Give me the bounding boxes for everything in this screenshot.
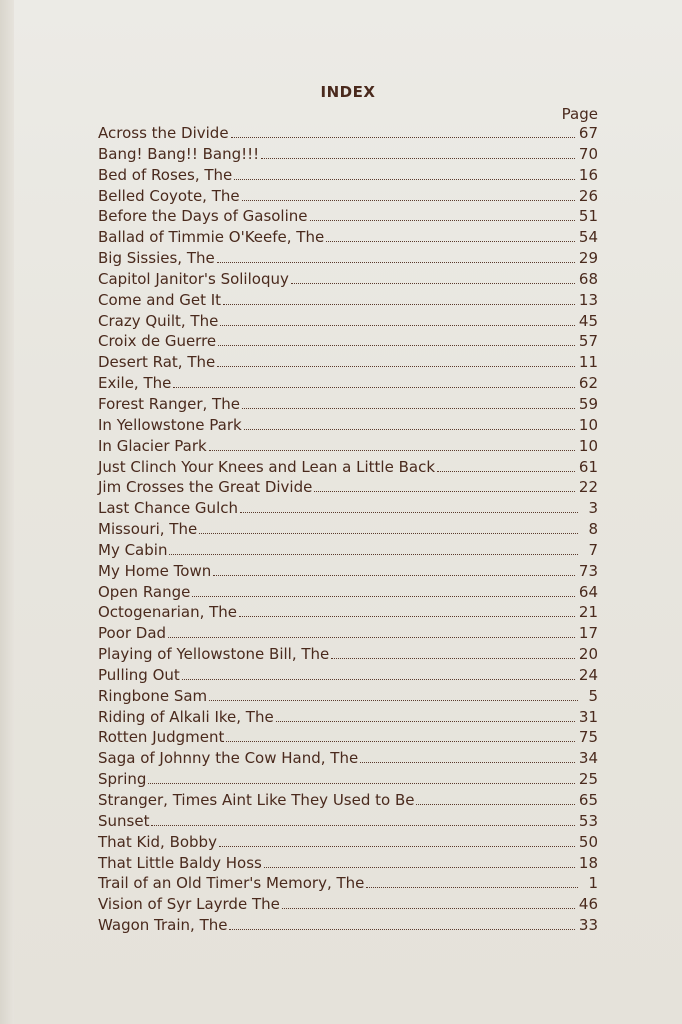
- entry-title: Missouri, The: [98, 520, 198, 539]
- index-entry: [98, 437, 598, 458]
- index-entry: [98, 562, 598, 583]
- entry-title: Exile, The: [98, 374, 172, 393]
- dot-leader: [331, 658, 575, 659]
- dot-leader: [223, 304, 575, 305]
- entry-page-number: 22: [578, 478, 598, 497]
- entry-page-number: 8: [588, 520, 598, 539]
- entry-page-number: 59: [578, 394, 598, 413]
- dot-leader: [219, 846, 575, 847]
- index-list: [98, 124, 598, 937]
- entry-page-number: 57: [578, 332, 598, 351]
- dot-leader: [213, 575, 575, 576]
- entry-title: Capitol Janitor's Soliloquy: [98, 269, 289, 288]
- entry-page-number: 5: [588, 686, 598, 705]
- entry-page-number: 62: [578, 374, 598, 393]
- dot-leader: [217, 366, 575, 367]
- entry-title: Just Clinch Your Knees and Lean a Little Back: [98, 457, 436, 476]
- entry-title: My Cabin: [98, 540, 168, 559]
- dot-leader: [199, 533, 578, 534]
- entry-title: Come and Get It: [98, 290, 222, 309]
- index-entry: [98, 312, 598, 333]
- entry-page-number: 34: [578, 749, 598, 768]
- entry-title: Riding of Alkali Ike, The: [98, 707, 274, 726]
- entry-title: Croix de Guerre: [98, 332, 217, 351]
- entry-page-number: 73: [578, 561, 598, 580]
- entry-title: That Kid, Bobby: [98, 832, 217, 851]
- dot-leader: [360, 762, 575, 763]
- entry-title: Playing of Yellowstone Bill, The: [98, 645, 330, 664]
- dot-leader: [169, 554, 578, 555]
- entry-page-number: 3: [588, 499, 598, 518]
- index-section: [98, 80, 598, 937]
- dot-leader: [282, 908, 575, 909]
- entry-title: Belled Coyote, The: [98, 186, 240, 205]
- entry-title: Across the Divide: [98, 124, 229, 142]
- entry-page-number: 24: [578, 665, 598, 684]
- entry-page-number: 51: [578, 207, 598, 226]
- index-entry: [98, 520, 598, 541]
- entry-page-number: 25: [578, 770, 598, 789]
- index-entry: [98, 624, 598, 645]
- dot-leader: [416, 804, 574, 805]
- entry-page-number: 10: [578, 415, 598, 434]
- index-entry: [98, 791, 598, 812]
- entry-title: Spring: [98, 770, 147, 789]
- entry-page-number: 31: [578, 707, 598, 726]
- dot-leader: [209, 450, 575, 451]
- dot-leader: [310, 220, 575, 221]
- entry-page-number: 17: [578, 624, 598, 643]
- index-entry: [98, 353, 598, 374]
- index-entry: [98, 166, 598, 187]
- dot-leader: [209, 700, 578, 701]
- entry-page-number: 53: [578, 811, 598, 830]
- entry-title: In Yellowstone Park: [98, 415, 242, 434]
- entry-title: Rotten Judgment: [98, 728, 225, 747]
- entry-page-number: 70: [578, 144, 598, 163]
- entry-title: Vision of Syr Layrde The: [98, 895, 280, 914]
- dot-leader: [226, 741, 575, 742]
- page-column-label: Page: [561, 105, 598, 123]
- entry-title: Before the Days of Gasoline: [98, 207, 308, 226]
- entry-page-number: 67: [578, 124, 598, 142]
- dot-leader: [437, 471, 575, 472]
- index-entry: [98, 249, 598, 270]
- index-entry: [98, 124, 598, 145]
- index-entry: [98, 374, 598, 395]
- dot-leader: [182, 679, 575, 680]
- index-entry: [98, 583, 598, 604]
- index-entry: [98, 812, 598, 833]
- dot-leader: [244, 429, 575, 430]
- index-entry: [98, 916, 598, 937]
- index-entry: [98, 603, 598, 624]
- entry-title: Last Chance Gulch: [98, 499, 238, 518]
- dot-leader: [234, 179, 575, 180]
- dot-leader: [276, 721, 575, 722]
- index-entry: [98, 854, 598, 875]
- entry-title: Crazy Quilt, The: [98, 311, 219, 330]
- entry-page-number: 18: [578, 853, 598, 872]
- dot-leader: [242, 200, 575, 201]
- entry-title: Saga of Johnny the Cow Hand, The: [98, 749, 359, 768]
- index-entry: [98, 228, 598, 249]
- index-entry: [98, 458, 598, 479]
- entry-page-number: 64: [578, 582, 598, 601]
- entry-page-number: 45: [578, 311, 598, 330]
- entry-page-number: 13: [578, 290, 598, 309]
- entry-title: Trail of an Old Timer's Memory, The: [98, 874, 365, 893]
- dot-leader: [218, 345, 575, 346]
- entry-page-number: 7: [588, 540, 598, 559]
- entry-title: My Home Town: [98, 561, 212, 580]
- entry-title: In Glacier Park: [98, 436, 207, 455]
- entry-page-number: 61: [578, 457, 598, 476]
- dot-leader: [264, 867, 575, 868]
- entry-title: Pulling Out: [98, 665, 180, 684]
- entry-page-number: 11: [578, 353, 598, 372]
- entry-title: Bed of Roses, The: [98, 165, 233, 184]
- dot-leader: [239, 616, 575, 617]
- index-entry: [98, 207, 598, 228]
- dot-leader: [314, 491, 575, 492]
- index-entry: [98, 541, 598, 562]
- dot-leader: [220, 325, 575, 326]
- dot-leader: [173, 387, 575, 388]
- entry-title: Poor Dad: [98, 624, 167, 643]
- entry-page-number: 33: [578, 916, 598, 935]
- dot-leader: [148, 783, 575, 784]
- dot-leader: [261, 158, 575, 159]
- page-edge: [0, 0, 14, 1024]
- entry-title: Open Range: [98, 582, 191, 601]
- index-title: INDEX: [320, 83, 376, 101]
- entry-title: Big Sissies, The: [98, 249, 215, 268]
- entry-page-number: 46: [578, 895, 598, 914]
- index-entry: [98, 270, 598, 291]
- entry-page-number: 16: [578, 165, 598, 184]
- dot-leader: [291, 283, 575, 284]
- entry-title: Forest Ranger, The: [98, 394, 240, 413]
- dot-leader: [366, 887, 578, 888]
- dot-leader: [231, 137, 575, 138]
- entry-page-number: 1: [588, 874, 598, 893]
- entry-page-number: 26: [578, 186, 598, 205]
- index-entry: [98, 708, 598, 729]
- entry-title: Desert Rat, The: [98, 353, 216, 372]
- index-entry: [98, 749, 598, 770]
- index-entry: [98, 187, 598, 208]
- index-entry: [98, 833, 598, 854]
- entry-title: Wagon Train, The: [98, 916, 228, 935]
- dot-leader: [326, 241, 575, 242]
- entry-page-number: 54: [578, 228, 598, 247]
- entry-page-number: 65: [578, 791, 598, 809]
- index-entry: [98, 416, 598, 437]
- dot-leader: [151, 825, 574, 826]
- index-entry: [98, 291, 598, 312]
- entry-page-number: 29: [578, 249, 598, 268]
- index-entry: [98, 499, 598, 520]
- entry-page-number: 75: [578, 728, 598, 747]
- index-entry: [98, 687, 598, 708]
- entry-page-number: 68: [578, 269, 598, 288]
- dot-leader: [240, 512, 578, 513]
- dot-leader: [242, 408, 575, 409]
- entry-title: Sunset: [98, 811, 150, 830]
- entry-title: Stranger, Times Aint Like They Used to Be: [98, 791, 415, 809]
- dot-leader: [229, 929, 574, 930]
- index-entry: [98, 895, 598, 916]
- index-entry: [98, 645, 598, 666]
- index-entry: [98, 145, 598, 166]
- index-entry: [98, 478, 598, 499]
- index-entry: [98, 332, 598, 353]
- index-entry: [98, 395, 598, 416]
- entry-title: Ringbone Sam: [98, 686, 208, 705]
- entry-page-number: 10: [578, 436, 598, 455]
- index-entry: [98, 770, 598, 791]
- index-entry: [98, 728, 598, 749]
- dot-leader: [168, 637, 575, 638]
- entry-page-number: 20: [578, 645, 598, 664]
- entry-title: Octogenarian, The: [98, 603, 238, 622]
- entry-title: Ballad of Timmie O'Keefe, The: [98, 228, 325, 247]
- entry-title: Bang! Bang!! Bang!!!: [98, 144, 260, 163]
- entry-page-number: 21: [578, 603, 598, 622]
- dot-leader: [217, 262, 575, 263]
- entry-page-number: 50: [578, 832, 598, 851]
- dot-leader: [192, 596, 575, 597]
- entry-title: Jim Crosses the Great Divide: [98, 478, 313, 497]
- index-entry: [98, 666, 598, 687]
- entry-title: That Little Baldy Hoss: [98, 853, 262, 872]
- index-entry: [98, 874, 598, 895]
